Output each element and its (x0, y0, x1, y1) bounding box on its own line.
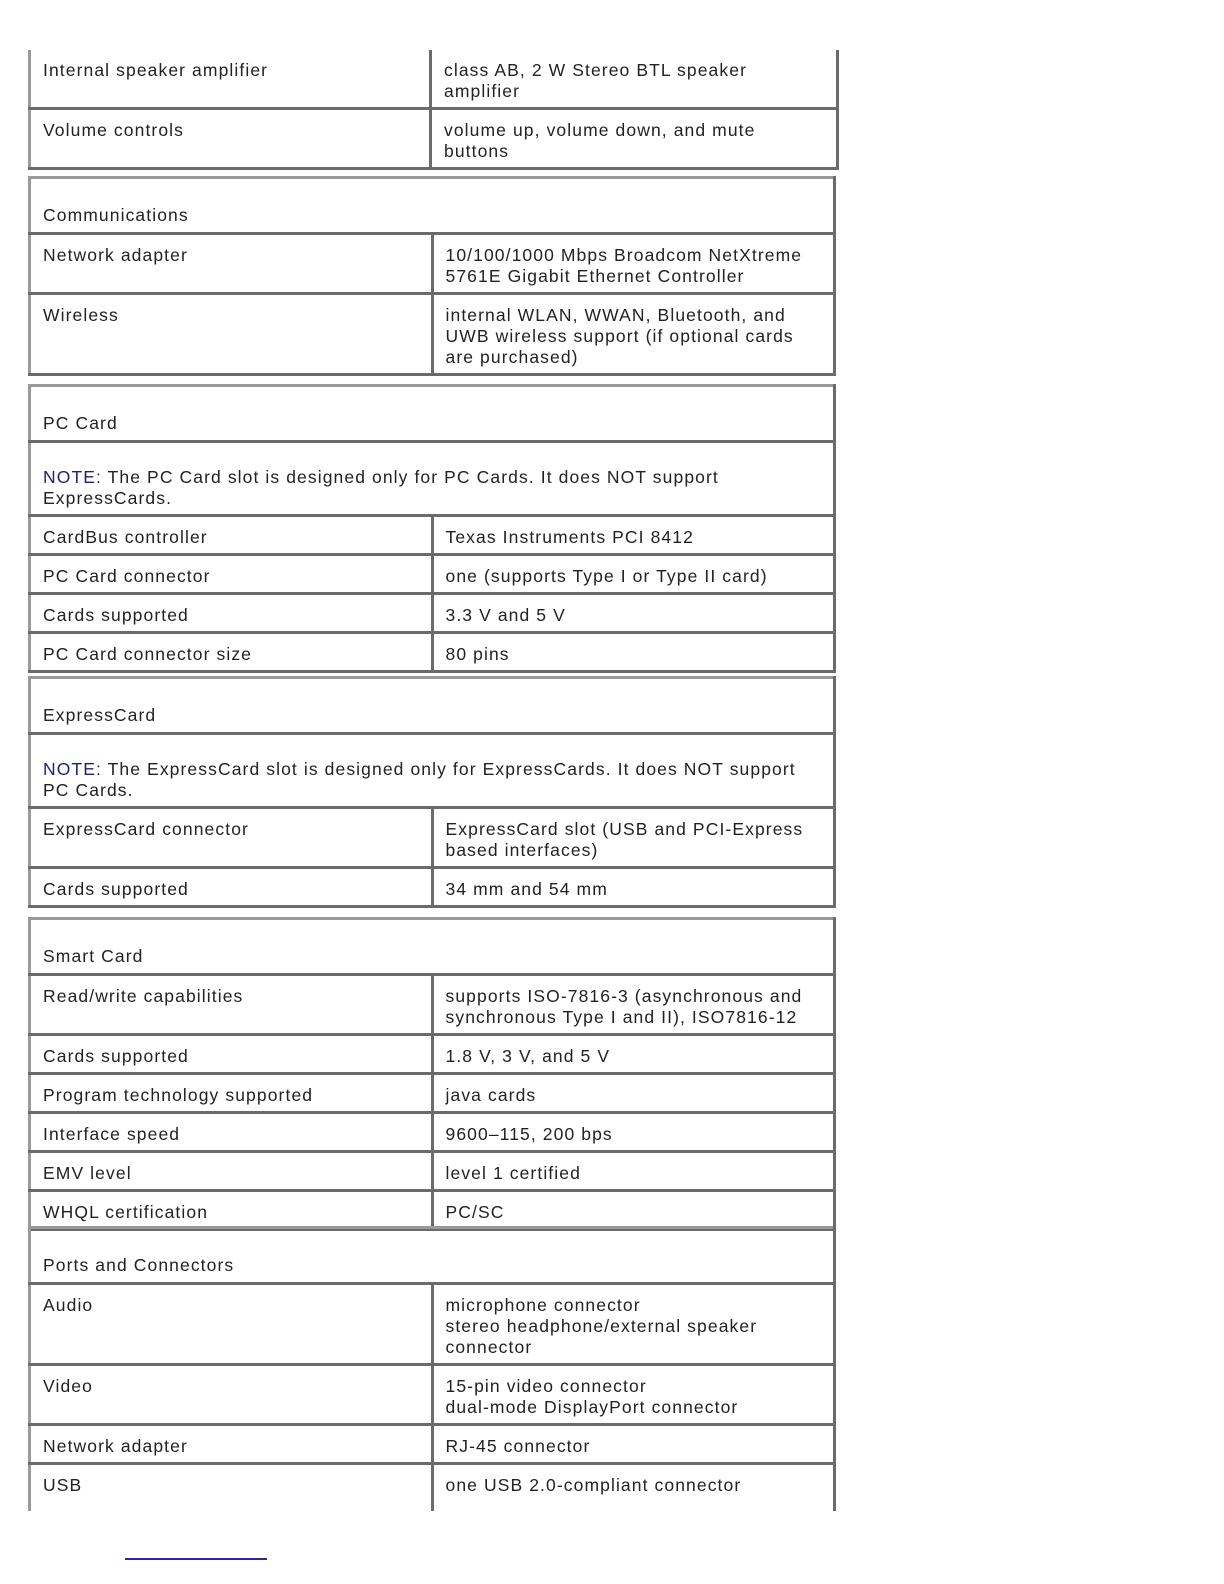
row-value: PC/SC (432, 1191, 835, 1230)
section-heading: Smart Card (30, 919, 835, 975)
note-row (30, 442, 835, 516)
communications-table (28, 176, 836, 376)
table-row (30, 109, 838, 169)
section-heading: PC Card (30, 386, 835, 442)
row-label: Cards supported (30, 1035, 433, 1074)
table-row (30, 516, 835, 555)
row-label: Network adapter (30, 234, 433, 294)
value-line: 15-pin video connector (445, 1376, 647, 1396)
table-row (30, 1464, 835, 1511)
section-heading: Communications (30, 178, 835, 234)
smart-card-table (28, 917, 836, 1231)
section-heading: ExpressCard (30, 678, 835, 734)
table-row (30, 868, 835, 907)
row-value: volume up, volume down, and mute buttons (431, 109, 838, 169)
row-label: Cards supported (30, 594, 433, 633)
table-row (30, 50, 838, 109)
table-heading-row (30, 678, 835, 734)
row-label: Cards supported (30, 868, 433, 907)
table-row (30, 1425, 835, 1464)
row-value: 10/100/1000 Mbps Broadcom NetXtreme 5761E Gigabit Ethernet Controller (432, 234, 835, 294)
hyperlink-underline[interactable] (125, 1558, 267, 1560)
row-label: Internal speaker amplifier (30, 50, 431, 109)
row-label: Volume controls (30, 109, 431, 169)
row-value: class AB, 2 W Stereo BTL speaker amplifier (431, 50, 838, 109)
note-cell (30, 734, 835, 808)
table-row (30, 294, 835, 375)
row-label: Wireless (30, 294, 433, 375)
table-row (30, 1152, 835, 1191)
ports-and-connectors-table (28, 1226, 836, 1511)
table-heading-row (30, 1228, 835, 1284)
row-value: one USB 2.0-compliant connector (432, 1464, 835, 1511)
row-label: WHQL certification (30, 1191, 433, 1230)
row-value: 80 pins (432, 633, 835, 672)
row-value: java cards (432, 1074, 835, 1113)
table-row (30, 234, 835, 294)
table-row (30, 808, 835, 868)
note-text: The ExpressCard slot is designed only for ExpressCards. It does NOT support PC Cards. (43, 759, 796, 800)
section-heading: Ports and Connectors (30, 1228, 835, 1284)
row-label: Interface speed (30, 1113, 433, 1152)
table-row (30, 1074, 835, 1113)
row-label: CardBus controller (30, 516, 433, 555)
row-label: ExpressCard connector (30, 808, 433, 868)
row-label: Network adapter (30, 1425, 433, 1464)
row-value: level 1 certified (432, 1152, 835, 1191)
audio-spec-table (28, 50, 839, 170)
row-label: Video (30, 1365, 433, 1425)
value-line: microphone connector (445, 1295, 641, 1315)
row-label: Program technology supported (30, 1074, 433, 1113)
table-heading-row (30, 386, 835, 442)
row-value: supports ISO-7816-3 (asynchronous and synchronous Type I and II), ISO7816-12 (432, 975, 835, 1035)
row-label: PC Card connector size (30, 633, 433, 672)
table-row (30, 633, 835, 672)
row-label: PC Card connector (30, 555, 433, 594)
note-label: NOTE: (43, 467, 102, 487)
note-text: The PC Card slot is designed only for PC Cards. It does NOT support ExpressCards. (43, 467, 719, 508)
row-value: internal WLAN, WWAN, Bluetooth, and UWB wireless support (if optional cards are purchased) (432, 294, 835, 375)
row-value: ExpressCard slot (USB and PCI-Express based interfaces) (432, 808, 835, 868)
row-label: EMV level (30, 1152, 433, 1191)
table-row (30, 1365, 835, 1425)
table-heading-row (30, 178, 835, 234)
table-heading-row (30, 919, 835, 975)
note-cell (30, 442, 835, 516)
table-row (30, 1113, 835, 1152)
row-value: one (supports Type I or Type II card) (432, 555, 835, 594)
table-row (30, 555, 835, 594)
note-label: NOTE: (43, 759, 102, 779)
row-value: 9600–115, 200 bps (432, 1113, 835, 1152)
expresscard-table (28, 676, 836, 908)
row-value: 3.3 V and 5 V (432, 594, 835, 633)
table-row (30, 594, 835, 633)
row-label: Read/write capabilities (30, 975, 433, 1035)
row-value (432, 1365, 835, 1425)
row-value (432, 1284, 835, 1365)
value-line: stereo headphone/external speaker connector (445, 1316, 758, 1357)
table-row (30, 1284, 835, 1365)
value-line: dual-mode DisplayPort connector (445, 1397, 739, 1417)
row-value: RJ-45 connector (432, 1425, 835, 1464)
table-row (30, 1191, 835, 1230)
table-row (30, 975, 835, 1035)
row-label: Audio (30, 1284, 433, 1365)
row-value: Texas Instruments PCI 8412 (432, 516, 835, 555)
table-row (30, 1035, 835, 1074)
row-value: 1.8 V, 3 V, and 5 V (432, 1035, 835, 1074)
row-label: USB (30, 1464, 433, 1511)
note-row (30, 734, 835, 808)
row-value: 34 mm and 54 mm (432, 868, 835, 907)
pc-card-table (28, 384, 836, 673)
